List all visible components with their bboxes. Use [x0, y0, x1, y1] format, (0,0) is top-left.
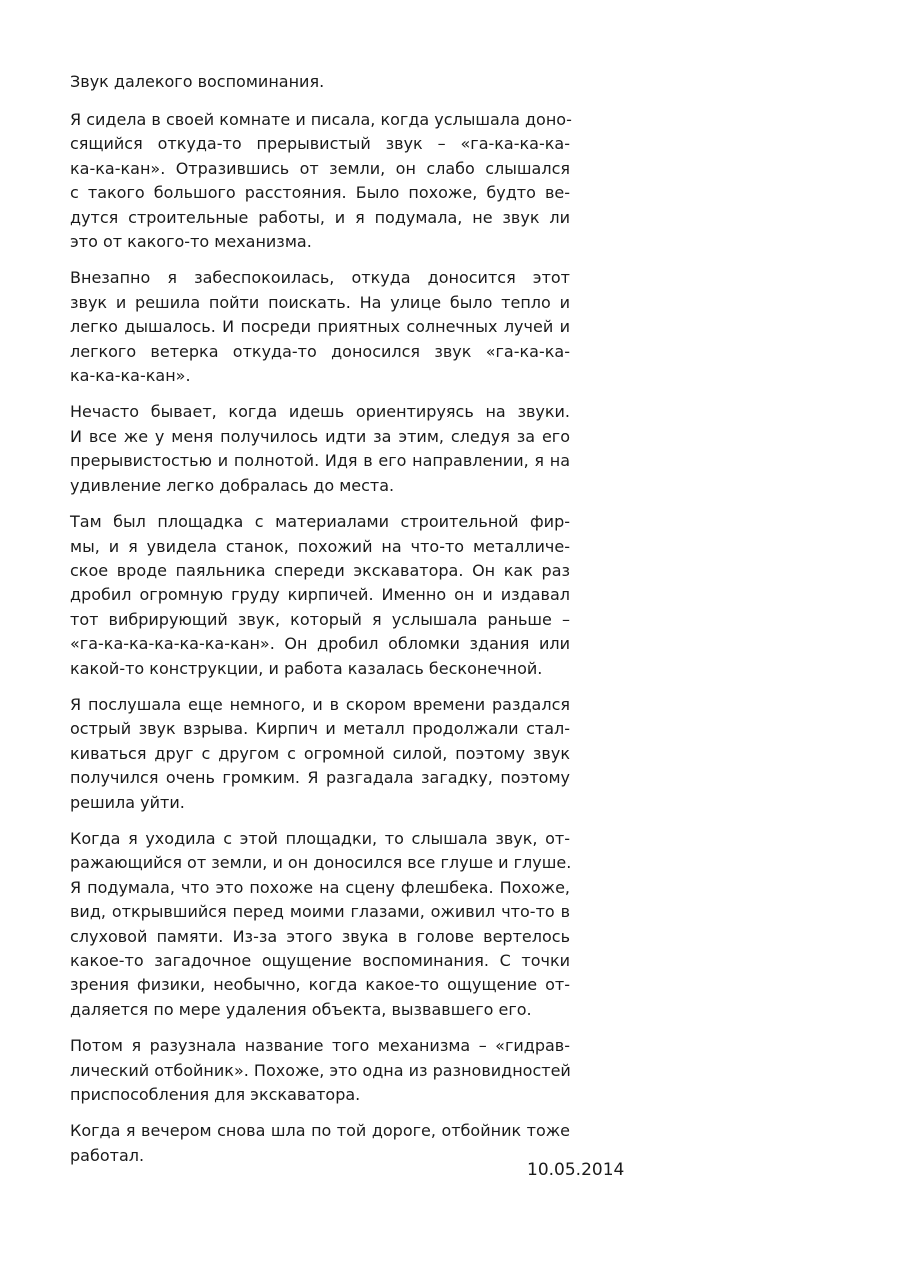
paragraph	[70, 693, 570, 815]
paragraph-line: Потом я разузнала название того механизма – «гидрав-	[70, 1036, 570, 1056]
paragraph-line: легкого ветерка откуда-то доносился звук «га-ка-ка-	[70, 341, 570, 361]
paragraph-line: киваться друг с другом с огромной силой, поэтому звук	[70, 743, 570, 763]
paragraph-line: Когда я вечером снова шла по той дороге, отбойник тоже	[70, 1121, 570, 1141]
document-date: 10.05.2014	[527, 1160, 625, 1180]
paragraph-line: какое-то загадочное ощущение воспоминания. С точки	[70, 951, 570, 970]
paragraph-line: ское вроде паяльника спереди экскаватора. Он как раз	[70, 560, 570, 580]
paragraph-line: И все же у меня получилось идти за этим, следуя за его	[70, 426, 570, 446]
paragraph-line: дробил огромную груду кирпичей. Именно он и издавал	[70, 585, 570, 605]
paragraph-line: ка-ка-ка-кан».	[70, 366, 191, 386]
paragraph-line: Когда я уходила с этой площадки, то слышала звук, от-	[70, 828, 570, 848]
paragraph-line: приспособления для экскаватора.	[70, 1085, 361, 1105]
paragraph-line: получился очень громким. Я разгадала загадку, поэтому	[70, 768, 570, 788]
paragraph	[70, 510, 570, 681]
paragraph-line: «га-ка-ка-ка-ка-ка-кан». Он дробил обломки здания или	[70, 634, 570, 654]
paragraph-line: слуховой памяти. Из-за этого звука в голове вертелось	[70, 926, 570, 946]
paragraph-line: лический отбойник». Похоже, это одна из разновидностей	[70, 1060, 571, 1080]
paragraph-line: Я послушала еще немного, и в скором времени раздался	[70, 694, 570, 714]
paragraph	[70, 1119, 570, 1168]
paragraph-line: звук и решила пойти поискать. На улице было тепло и	[70, 292, 570, 312]
paragraph	[70, 400, 570, 498]
document-body	[70, 108, 570, 1168]
paragraph-line: прерывистостью и полнотой. Идя в его направлении, я на	[70, 451, 570, 471]
paragraph	[70, 1034, 570, 1107]
paragraph-line: даляется по мере удаления объекта, вызвавшего его.	[70, 999, 532, 1019]
paragraph-line: Я подумала, что это похоже на сцену флешбека. Похоже,	[70, 877, 570, 897]
paragraph-line: сящийся откуда-то прерывистый звук – «га-ка-ка-ка-	[70, 134, 570, 154]
paragraph-line: вид, открывшийся перед моими глазами, оживил что-то в	[70, 902, 570, 922]
document-title: Звук далекого воспоминания.	[70, 72, 325, 91]
paragraph-line: ка-ка-кан». Отразившись от земли, он слабо слышался	[70, 158, 570, 178]
paragraph-line: это от какого-то механизма.	[70, 232, 312, 252]
paragraph-line: мы, и я увидела станок, похожий на что-то металличе-	[70, 536, 570, 556]
paragraph-line: Внезапно я забеспокоилась, откуда доносится этот	[70, 268, 570, 288]
paragraph	[70, 827, 570, 1022]
paragraph-line: удивление легко добралась до места.	[70, 475, 395, 495]
paragraph-line: Там был площадка с материалами строительной фир-	[70, 512, 570, 532]
paragraph	[70, 266, 570, 388]
paragraph-line: какой-то конструкции, и работа казалась бесконечной.	[70, 658, 543, 678]
paragraph-line: решила уйти.	[70, 792, 185, 812]
paragraph-line: с такого большого расстояния. Было похоже, будто ве-	[70, 183, 570, 203]
document-page	[70, 70, 570, 1180]
paragraph-line: Нечасто бывает, когда идешь ориентируясь на звуки.	[70, 402, 570, 422]
paragraph-line: дутся строительные работы, и я подумала, не звук ли	[70, 207, 570, 227]
paragraph-line: Я сидела в своей комнате и писала, когда услышала доно-	[70, 110, 572, 129]
paragraph-line: острый звук взрыва. Кирпич и металл продолжали стал-	[70, 719, 570, 739]
paragraph-line: легко дышалось. И посреди приятных солнечных лучей и	[70, 317, 570, 337]
paragraph-line: тот вибрирующий звук, который я услышала раньше –	[70, 609, 570, 629]
paragraph-line: работал.	[70, 1145, 145, 1165]
paragraph	[70, 108, 570, 254]
paragraph-line: зрения физики, необычно, когда какое-то ощущение от-	[70, 975, 570, 995]
paragraph-line: ражающийся от земли, и он доносился все глуше и глуше.	[70, 853, 572, 873]
